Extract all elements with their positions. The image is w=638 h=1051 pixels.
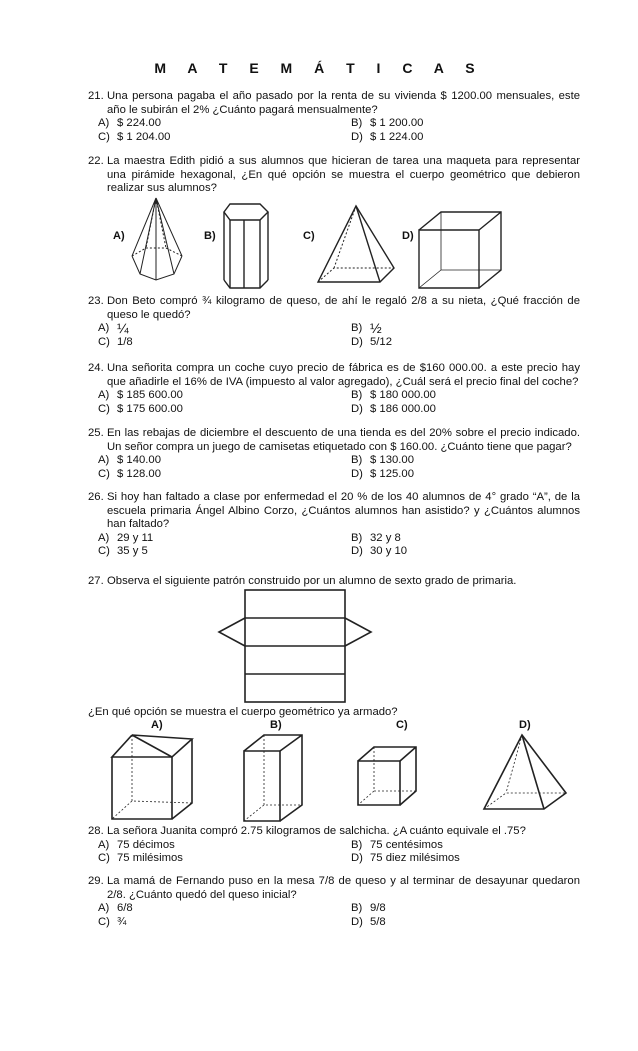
figure-label-c[interactable]: C) bbox=[303, 230, 315, 242]
option-c[interactable]: C) ¾ bbox=[98, 915, 127, 928]
option-c[interactable]: C) 35 y 5 bbox=[98, 545, 148, 557]
option-d[interactable]: D) $ 125.00 bbox=[351, 467, 414, 480]
option-d[interactable]: D) $ 1 224.00 bbox=[351, 130, 424, 143]
figure-label-a[interactable]: A) bbox=[151, 719, 163, 731]
question-27-prompt bbox=[88, 706, 580, 720]
option-b[interactable]: B) $ 180 000.00 bbox=[351, 389, 436, 401]
question-text: En las rebajas de diciembre el descuento de una tienda es del 20% sobre el precio indicado. Un señor compra un juego de camisetas etiquetado con $ 160.00. ¿Cuánto tiene que pagar? bbox=[107, 427, 580, 453]
question-text: La señora Juanita compró 2.75 kilogramos de salchicha. ¿A cuánto equivale el .75? bbox=[107, 825, 526, 837]
option-c[interactable]: C) 1/8 bbox=[98, 335, 133, 348]
option-a[interactable]: A) 75 décimos bbox=[98, 838, 175, 851]
option-b[interactable]: B) ½ bbox=[351, 320, 382, 336]
hexagonal-pyramid-figure[interactable] bbox=[126, 196, 186, 288]
question-text: Don Beto compró ¾ kilogramo de queso, de ahí le regaló 2/8 a su nieta, ¿Qué fracción de queso le quedó? bbox=[107, 295, 580, 321]
option-d[interactable]: D) $ 186 000.00 bbox=[351, 402, 436, 415]
question-text: La mamá de Fernando puso en la mesa 7/8 de queso y al terminar de desayunar quedaron 2/8. ¿Cuánto quedó del queso inicial? bbox=[107, 875, 580, 901]
question-number: 27. bbox=[88, 575, 104, 587]
question-23 bbox=[88, 295, 580, 349]
option-a[interactable]: A) 6/8 bbox=[98, 902, 133, 914]
option-d[interactable]: D) 5/8 bbox=[351, 915, 386, 928]
question-21 bbox=[88, 90, 580, 144]
question-number: 26. bbox=[88, 491, 104, 503]
figure-label-a[interactable]: A) bbox=[113, 230, 125, 242]
square-pyramid-figure-small[interactable] bbox=[482, 733, 568, 817]
question-text: Una persona pagaba el año pasado por la renta de su vivienda $ 1200.00 mensuales, este año le subirán el 2% ¿Cuánto pagará mensualmente? bbox=[107, 90, 580, 116]
prism-net-figure bbox=[215, 588, 375, 704]
question-number: 24. bbox=[88, 362, 104, 374]
question-number: 21. bbox=[88, 90, 104, 102]
option-a[interactable]: A) 29 y 11 bbox=[98, 531, 154, 544]
option-c[interactable]: C) $ 1 204.00 bbox=[98, 130, 171, 143]
triangular-prism-figure[interactable] bbox=[110, 733, 200, 823]
cube-figure[interactable] bbox=[417, 210, 503, 290]
figure-label-b[interactable]: B) bbox=[204, 230, 216, 242]
option-b[interactable]: B) $ 1 200.00 bbox=[351, 117, 424, 129]
option-a[interactable]: A) $ 185 600.00 bbox=[98, 389, 183, 401]
figure-label-b[interactable]: B) bbox=[270, 719, 282, 731]
question-number: 22. bbox=[88, 155, 104, 167]
option-a[interactable]: A) $ 224.00 bbox=[98, 117, 161, 129]
question-22 bbox=[88, 155, 580, 196]
square-pyramid-figure[interactable] bbox=[316, 204, 396, 286]
question-number: 28. bbox=[88, 825, 104, 837]
option-b[interactable]: B) 32 y 8 bbox=[351, 531, 401, 544]
question-text: Si hoy han faltado a clase por enfermedad el 20 % de los 40 alumnos de 4° grado “A”, de la escuela primaria Ángel Albino Corzo, ¿Cuántos alumnos han asistido? y ¿Cuántos alumnos han faltado? bbox=[107, 491, 580, 530]
question-text: Observa el siguiente patrón construido por un alumno de sexto grado de primaria. bbox=[107, 575, 517, 587]
option-b[interactable]: B) $ 130.00 bbox=[351, 454, 414, 466]
question-text: La maestra Edith pidió a sus alumnos que hicieran de tarea una maqueta para representar una pirámide hexagonal, ¿En qué opción se muestra el cuerpo geométrico que debieron realizar sus alumnos? bbox=[107, 155, 580, 194]
question-27 bbox=[88, 575, 580, 589]
figure-label-d[interactable]: D) bbox=[402, 230, 414, 242]
option-d[interactable]: D) 75 diez milésimos bbox=[351, 852, 460, 864]
option-b[interactable]: B) 9/8 bbox=[351, 902, 386, 914]
question-subtext: ¿En qué opción se muestra el cuerpo geométrico ya armado? bbox=[88, 706, 398, 718]
question-text: Una señorita compra un coche cuyo precio de fábrica es de $160 000.00. a este precio hay que añadirle el 16% de IVA (impuesto al valor agregado), ¿Cuál será el precio final del coche? bbox=[107, 362, 580, 388]
option-d[interactable]: D) 30 y 10 bbox=[351, 545, 408, 557]
option-c[interactable]: C) $ 175 600.00 bbox=[98, 402, 183, 415]
question-number: 23. bbox=[88, 295, 104, 307]
option-c[interactable]: C) $ 128.00 bbox=[98, 467, 161, 480]
option-b[interactable]: B) 75 centésimos bbox=[351, 838, 443, 851]
figure-label-d[interactable]: D) bbox=[519, 719, 531, 731]
figure-label-c[interactable]: C) bbox=[396, 719, 408, 731]
question-number: 29. bbox=[88, 875, 104, 887]
question-25 bbox=[88, 427, 580, 481]
option-d[interactable]: D) 5/12 bbox=[351, 335, 392, 348]
page-title: M A T E M Á T I C A S bbox=[154, 60, 484, 76]
question-24 bbox=[88, 362, 580, 416]
cube-figure-small[interactable] bbox=[356, 745, 418, 809]
rectangular-prism-figure[interactable] bbox=[242, 733, 306, 825]
question-29 bbox=[88, 875, 580, 929]
hexagonal-prism-figure[interactable] bbox=[222, 202, 272, 292]
option-c[interactable]: C) 75 milésimos bbox=[98, 852, 183, 864]
option-a[interactable]: A) $ 140.00 bbox=[98, 454, 161, 466]
question-28 bbox=[88, 825, 580, 866]
option-a[interactable]: A) ¼ bbox=[98, 320, 129, 336]
question-number: 25. bbox=[88, 427, 104, 439]
question-26 bbox=[88, 491, 580, 559]
